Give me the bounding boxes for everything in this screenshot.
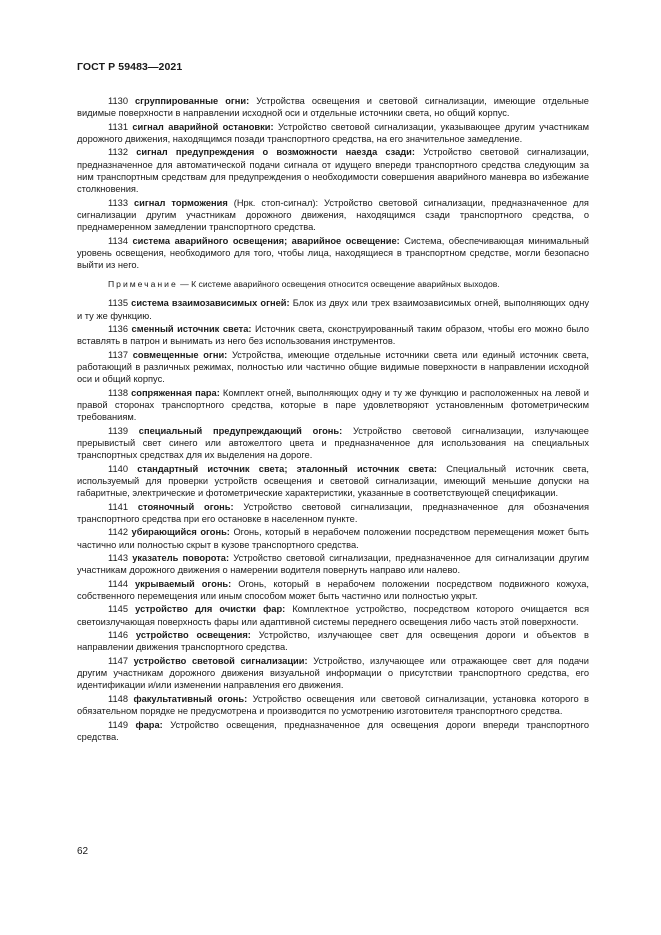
note-text: — К системе аварийного освещения относится освещение аварийных выходов.: [180, 278, 500, 289]
page-number: 62: [77, 846, 89, 857]
entry: 1140 стандартный источник света; эталонный источник света: Специальный источник света, используемый для проверки устройств освещения и световой сигнализации, имеющий меньшие допуски на габаритные, электрические и фотометрические характеристики, указанные в соответствующей спецификации.: [77, 463, 589, 499]
entry: 1143 указатель поворота: Устройство световой сигнализации, предназначенное для сигнализации другим участникам дорожного движения о намерении водителя повернуть направо или налево.: [77, 553, 589, 576]
entry: 1141 стояночный огонь: Устройство световой сигнализации, предназначенное для обозначения транспортного средства при его остановке в населенном пункте.: [77, 501, 589, 524]
entry: 1144 укрываемый огонь: Огонь, который в нерабочем положении посредством подвижного кожуха, собственного перемещения или иным способом может быть частично или полностью укрыт.: [77, 578, 589, 602]
document-body: [77, 95, 589, 744]
note: [77, 278, 589, 290]
entry: 1133 сигнал торможения (Нрк. стоп-сигнал): Устройство световой сигнализации, предназначенное для сигнализации другим участникам дорожного движения, находящимся сзади транспортного средства, о преднамеренном замедлении транспортного средства.: [77, 197, 589, 233]
entry: 1146 устройство освещения: Устройство, излучающее свет для освещения дороги и объектов в направлении движения транспортного средства.: [77, 630, 589, 653]
entry: 1137 совмещенные огни: Устройства, имеющие отдельные источники света или единый источник света, работающий в различных режимах, полностью или частично общие видимые поверхности в направлении исходной оси и общий корпус.: [77, 349, 590, 385]
entry: 1149 фара: Устройство освещения, предназначенное для освещения дороги впереди транспортного средства.: [77, 719, 589, 742]
entry: 1145 устройство для очистки фар: Комплектное устройство, посредством которого очищается вся светоизлучающая поверхность фары или адаптивной системы переднего освещения либо часть этой поверхности.: [77, 604, 589, 627]
entry: 1136 сменный источник света: Источник света, сконструированный таким образом, чтобы его можно было вставлять в патрон и вынимать из него без использования инструментов.: [77, 323, 589, 347]
entry: 1139 специальный предупреждающий огонь: Устройство световой сигнализации, излучающее прерывистый свет синего или автожелтого цвета и предназначенное для использования на специальных транспортных средствах для их выделения на дороге.: [77, 425, 589, 461]
entry: 1142 убирающийся огонь: Огонь, который в нерабочем положении посредством перемещения может быть частично или полностью скрыт в кузове транспортного средства.: [77, 527, 589, 550]
entry: 1138 сопряженная пара: Комплект огней, выполняющих одну и ту же функцию и расположенных на левой и правой сторонах транспортного средства, которые в паре удовлетворяют установленным фотометрическим требованиям.: [77, 387, 589, 423]
entry-list: [77, 95, 589, 272]
entry-list: [77, 297, 589, 743]
entry: 1132 сигнал предупреждения о возможности наезда сзади: Устройство световой сигнализации, предназначенное для автоматической подачи сигнала от идущего впереди транспортного средства следующим за ним транспортным средствам для предупреждения о необходимости совершения аварийного маневра во избежание столкновения.: [77, 147, 589, 195]
entry: 1130 сгруппированные огни: Устройства освещения и световой сигнализации, имеющие отдельные видимые поверхности в направлении исходной оси и отдельные источники света, но общий корпус.: [77, 96, 589, 119]
page-header: ГОСТ Р 59483—2021: [77, 61, 183, 73]
entry: 1147 устройство световой сигнализации: Устройство, излучающее или отражающее свет для подачи другим участникам дорожного движения визуальной информации о присутствии транспортного средства, его идентификации и/или изменении направления его движения.: [77, 655, 589, 691]
entry: 1135 система взаимозависимых огней: Блок из двух или трех взаимозависимых огней, выполняющих одну и ту же функцию.: [77, 298, 589, 321]
entry: 1134 система аварийного освещения; аварийное освещение: Система, обеспечивающая минимальный уровень освещения, необходимого для того, чтобы лица, находящиеся в транспортном средстве, могли безопасно выйти из него.: [77, 235, 589, 271]
note-label: Примечание: [108, 278, 178, 289]
entry: 1131 сигнал аварийной остановки: Устройство световой сигнализации, указывающее другим участникам дорожного движения, находящимся позади транспортного средства, на его значительное замедление.: [77, 121, 589, 145]
entry: 1148 факультативный огонь: Устройство освещения или световой сигнализации, установка которого в обязательном порядке не предусмотрена и производится по усмотрению изготовителя транспортного средства.: [77, 693, 589, 717]
